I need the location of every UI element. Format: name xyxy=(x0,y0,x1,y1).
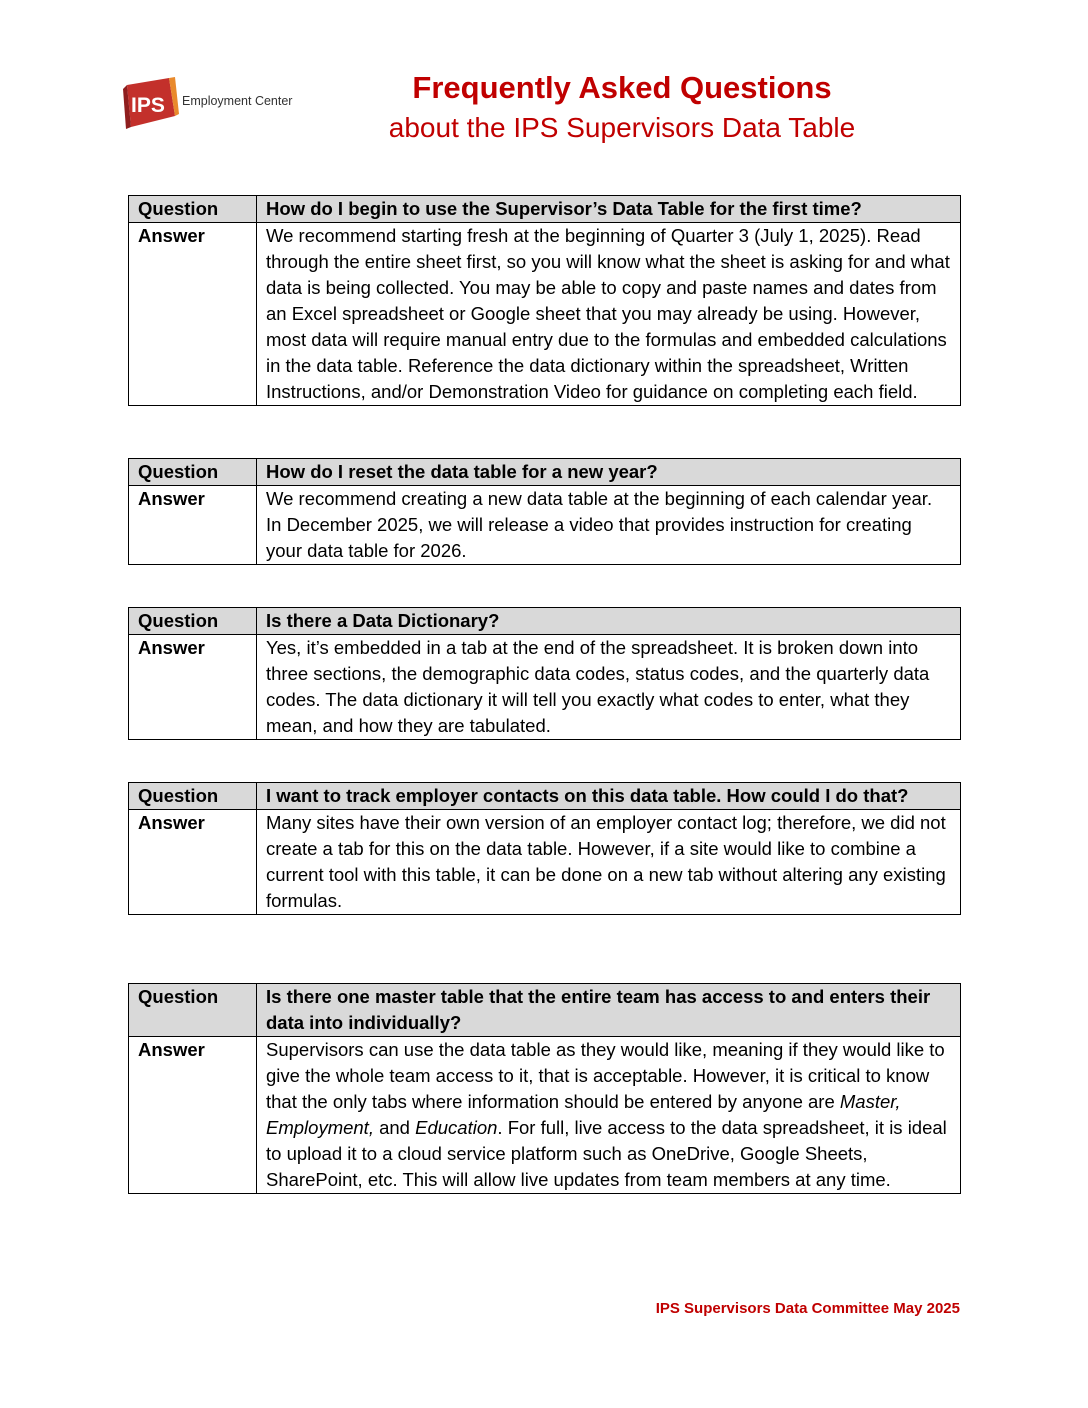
question-label: Question xyxy=(129,608,257,635)
faq-table-3 xyxy=(128,607,961,740)
faq-table-2 xyxy=(128,458,961,565)
question-row xyxy=(129,783,961,810)
logo-mark: IPS xyxy=(131,94,165,117)
question-text: Is there a Data Dictionary? xyxy=(257,608,961,635)
question-label: Question xyxy=(129,196,257,223)
faq-table-5 xyxy=(128,983,961,1194)
page-title xyxy=(330,68,914,148)
ips-logo xyxy=(123,77,313,131)
logo-text: Employment Center xyxy=(182,94,293,108)
answer-text: We recommend starting fresh at the beginning of Quarter 3 (July 1, 2025). Read through the entire sheet first, so you will know what the sheet is asking for and what data is being collected. You may be able to copy and paste names and dates from an Excel spreadsheet or Google sheet that you may already be using. However, most data will require manual entry due to the formulas and embedded calculations in the data table. Reference the data dictionary within the spreadsheet, Written Instructions, and/or Demonstration Video for guidance on completing each field. xyxy=(257,223,961,406)
title-main: Frequently Asked Questions xyxy=(412,70,832,105)
answer-label: Answer xyxy=(129,1037,257,1194)
answer-text: We recommend creating a new data table at the beginning of each calendar year. In December 2025, we will release a video that provides instruction for creating your data table for 2026. xyxy=(257,486,961,565)
answer-label: Answer xyxy=(129,635,257,740)
title-subtitle: about the IPS Supervisors Data Table xyxy=(388,112,856,143)
answer-row xyxy=(129,810,961,915)
question-label: Question xyxy=(129,459,257,486)
question-text: How do I reset the data table for a new year? xyxy=(257,459,961,486)
question-label: Question xyxy=(129,984,257,1037)
answer-row xyxy=(129,635,961,740)
question-label: Question xyxy=(129,783,257,810)
question-text: Is there one master table that the entire team has access to and enters their data into individually? xyxy=(257,984,961,1037)
answer-text: Yes, it’s embedded in a tab at the end of the spreadsheet. It is broken down into three sections, the demographic data codes, status codes, and the quarterly data codes. The data dictionary it will tell you exactly what codes to enter, what they mean, and how they are tabulated. xyxy=(257,635,961,740)
faq-table-1 xyxy=(128,195,961,406)
answer-italic-tabs: Master, Employment, xyxy=(266,1091,901,1138)
answer-label: Answer xyxy=(129,810,257,915)
answer-text-part: . For full, live access to the data spreadsheet, it is ideal to upload it to a cloud service platform such as OneDrive, Google Sheets, SharePoint, etc. This will allow live updates from team members at any time. xyxy=(266,1117,947,1190)
answer-row xyxy=(129,1037,961,1194)
question-row xyxy=(129,984,961,1037)
question-row xyxy=(129,459,961,486)
answer-row xyxy=(129,486,961,565)
question-row xyxy=(129,196,961,223)
answer-text xyxy=(257,1037,961,1194)
faq-table-4 xyxy=(128,782,961,915)
answer-row xyxy=(129,223,961,406)
question-text: How do I begin to use the Supervisor’s Data Table for the first time? xyxy=(257,196,961,223)
answer-text-part: Supervisors can use the data table as they would like, meaning if they would like to give the whole team access to it, that is acceptable. However, it is critical to know that the only tabs where information should be entered by anyone are xyxy=(266,1039,945,1112)
ips-logo-icon xyxy=(123,77,179,131)
answer-text: Many sites have their own version of an employer contact log; therefore, we did not create a tab for this on the data table. However, if a site would like to combine a current tool with this table, it can be done on a new tab without altering any existing formulas. xyxy=(257,810,961,915)
question-text: I want to track employer contacts on this data table. How could I do that? xyxy=(257,783,961,810)
answer-label: Answer xyxy=(129,486,257,565)
question-row xyxy=(129,608,961,635)
answer-text-part: and xyxy=(373,1117,416,1138)
footer-credit: IPS Supervisors Data Committee May 2025 xyxy=(655,1300,960,1317)
answer-label: Answer xyxy=(129,223,257,406)
answer-italic-tab: Education xyxy=(415,1117,498,1138)
